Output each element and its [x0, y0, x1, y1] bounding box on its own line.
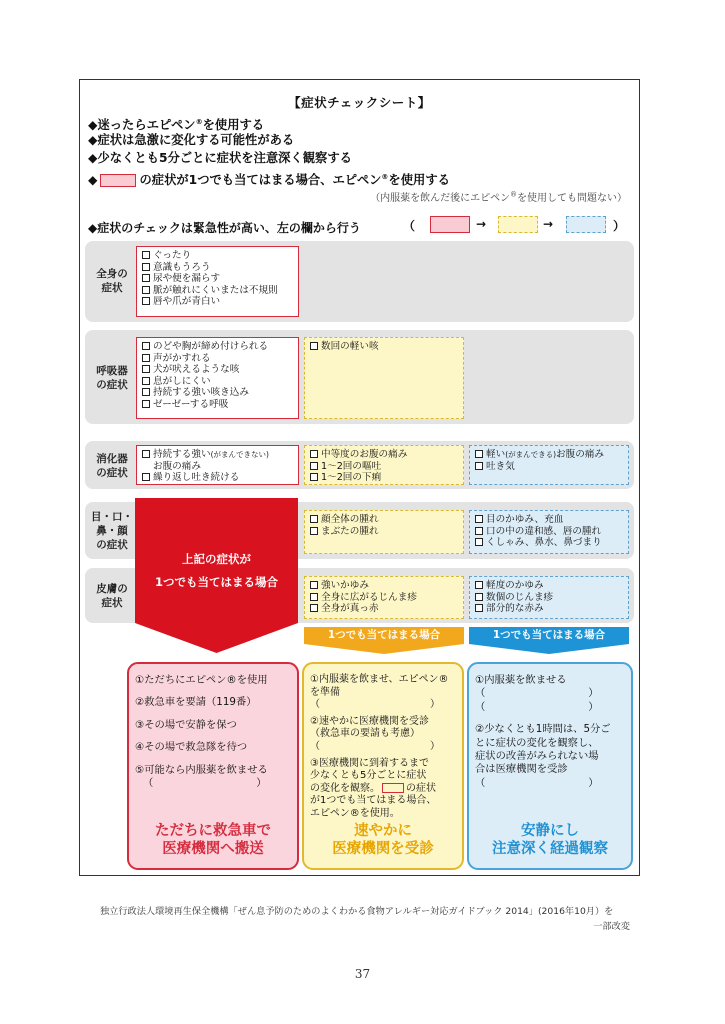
check-order-text: ◆症状のチェックは緊急性が高い、左の欄から行う: [88, 221, 361, 235]
red-symptom-inline-line: の変化を観察。 の症状: [310, 782, 436, 794]
page-number: 37: [354, 967, 371, 981]
checkbox-icon: [142, 388, 150, 396]
checkbox-item[interactable]: 数個のじんま疹: [475, 592, 624, 604]
checkbox-icon: [142, 400, 150, 408]
red-arrow-text-1: 上記の症状が: [182, 552, 251, 566]
source-credit: 独立行政法人環境再生保全機構「ぜん息予防のためのよくわかる食物アレルギー対応ガイドブック 2014」(2016年10月）を: [100, 906, 614, 917]
note-oral-medicine: （内服薬を飲んだ後にエピペン®を使用しても問題ない）: [370, 190, 627, 204]
checkbox-item[interactable]: 意識もうろう: [142, 262, 294, 274]
checkbox-icon: [142, 251, 150, 259]
checkbox-item[interactable]: 部分的な赤み: [475, 603, 624, 615]
checkbox-icon: [310, 581, 318, 589]
bullet-observe-5min: ◆少なくとも5分ごとに症状を注意深く観察する: [88, 151, 352, 165]
yellow-box-face: [304, 510, 464, 554]
blue-arrow-label: 1つでも当てはまる場合: [492, 629, 606, 641]
bullet-rapid-change: ◆症状は急激に変化する可能性がある: [88, 133, 295, 147]
checkbox-item[interactable]: 持続する強い(がまんできない): [142, 449, 294, 461]
legend-blue-swatch: [566, 216, 606, 233]
checkbox-item[interactable]: のどや胸が締め付けられる: [142, 341, 294, 353]
checkbox-icon: [310, 527, 318, 535]
checkbox-icon: [142, 473, 150, 481]
checkbox-item[interactable]: 声がかすれる: [142, 353, 294, 365]
checkbox-icon: [142, 297, 150, 305]
checkbox-icon: [475, 538, 483, 546]
action-box-yellow: ①内服薬を飲ませ、エピペン® を準備 （ ） ②速やかに医療機関を受診 （救急車の要請も考慮） （ ） ③医療機関に到着するまで 少なくとも5分ごとに症状 の変化を観察。 の症状 が1つでも当てはまる場合、 エピペン®を使用。 速やかに 医療機関を受診: [302, 662, 464, 870]
checkbox-item[interactable]: 息がしにくい: [142, 376, 294, 388]
checkbox-item[interactable]: 中等度のお腹の痛み: [310, 449, 459, 461]
legend-close-paren: ）: [613, 219, 626, 233]
action-box-red: ①ただちにエピペン®を使用 ②救急車を要請（119番） ③その場で安静を保つ ④その場で救急隊を待つ ⑤可能なら内服薬を飲ませる （ ） ただちに救急車で 医療機関へ搬送: [127, 662, 299, 870]
checkbox-item[interactable]: 強いかゆみ: [310, 580, 459, 592]
legend-yellow-swatch: [498, 216, 538, 233]
checkbox-icon: [475, 527, 483, 535]
checkbox-item[interactable]: 全身に広がるじんま疹: [310, 592, 459, 604]
checkbox-item[interactable]: 唇や爪が青白い: [142, 296, 294, 308]
checkbox-icon: [310, 515, 318, 523]
row-label-face: 目・口・ 鼻・顔 の症状: [91, 511, 133, 551]
row-label-respiratory: 呼吸器 の症状: [96, 365, 128, 391]
red-swatch: [100, 174, 136, 187]
checkbox-icon: [475, 450, 483, 458]
checkbox-item[interactable]: 口の中の違和感、唇の腫れ: [475, 526, 624, 538]
checkbox-icon: [310, 473, 318, 481]
checkbox-icon: [310, 462, 318, 470]
checkbox-icon: [142, 286, 150, 294]
legend-arrow-1: →: [476, 217, 487, 231]
checkbox-item[interactable]: 数回の軽い咳: [310, 341, 459, 353]
checkbox-item[interactable]: 繰り返し吐き続ける: [142, 472, 294, 484]
checkbox-item[interactable]: 軽度のかゆみ: [475, 580, 624, 592]
checkbox-icon: [142, 365, 150, 373]
checkbox-item[interactable]: くしゃみ、鼻水、鼻づまり: [475, 537, 624, 549]
bullet-red-symptoms-epipen: ◆ の症状が1つでも当てはまる場合、エピペン®を使用する: [88, 173, 450, 188]
row-label-whole-body: 全身の 症状: [96, 268, 128, 294]
checkbox-icon: [310, 593, 318, 601]
symptom-check-sheet: [79, 79, 640, 876]
checkbox-icon: [310, 450, 318, 458]
action-box-blue: ①内服薬を飲ませる （ ） （ ） ②少なくとも1時間は、5分ご とに症状の変化を観察し、 症状の改善がみられない場 合は医療機関を受診 （ ） 安静にし 注意深く経過観察: [467, 662, 633, 870]
red-box-digestive: 持続する強い(がまんできない) お腹の痛み 繰り返し吐き続ける: [136, 445, 299, 485]
checkbox-item[interactable]: 尿や便を漏らす: [142, 273, 294, 285]
checkbox-item[interactable]: ゼーゼーする呼吸: [142, 399, 294, 411]
yellow-arrow-label: 1つでも当てはまる場合: [327, 629, 441, 641]
sheet-title: 【症状チェックシート】: [288, 95, 431, 110]
bullet-epipen-when-unsure: ◆迷ったらエピペン®を使用する: [88, 118, 265, 133]
blue-box-face: [469, 510, 629, 554]
row-label-skin: 皮膚の 症状: [96, 583, 128, 609]
checkbox-icon: [475, 604, 483, 612]
checkbox-icon: [142, 450, 150, 458]
checkbox-item[interactable]: 犬が吠えるような咳: [142, 364, 294, 376]
checkbox-icon: [310, 342, 318, 350]
checkbox-item[interactable]: 顔全体の腫れ: [310, 514, 459, 526]
checkbox-icon: [475, 462, 483, 470]
yellow-box-skin: [304, 576, 464, 619]
blue-box-digestive: [469, 445, 629, 485]
action-yellow-footer: 速やかに 医療機関を受診: [332, 823, 434, 857]
checkbox-icon: [310, 604, 318, 612]
blue-box-skin: [469, 576, 629, 619]
row-label-digestive: 消化器 の症状: [96, 453, 128, 479]
action-blue-footer: 安静にし 注意深く経過観察: [492, 823, 608, 857]
checkbox-item[interactable]: 軽い(がまんできる)お腹の痛み: [475, 449, 624, 461]
checkbox-item[interactable]: 吐き気: [475, 461, 624, 473]
checkbox-icon: [475, 593, 483, 601]
checkbox-icon: [142, 377, 150, 385]
checkbox-item[interactable]: ぐったり: [142, 250, 294, 262]
legend-red-swatch: [430, 216, 470, 233]
legend-open-paren: （: [403, 219, 416, 233]
yellow-box-digestive: [304, 445, 464, 485]
checkbox-icon: [142, 354, 150, 362]
red-box-whole-body: [136, 246, 299, 317]
checkbox-item[interactable]: 1〜2回の嘔吐: [310, 461, 459, 473]
source-credit-suffix: 一部改変: [593, 921, 630, 932]
checkbox-icon: [142, 342, 150, 350]
red-arrow-text-2: 1つでも当てはまる場合: [154, 575, 278, 589]
checkbox-icon: [142, 274, 150, 282]
checkbox-item[interactable]: まぶたの腫れ: [310, 526, 459, 538]
checkbox-icon: [475, 515, 483, 523]
checkbox-icon: [475, 581, 483, 589]
checkbox-item[interactable]: 目のかゆみ、充血: [475, 514, 624, 526]
checkbox-item[interactable]: 持続する強い咳き込み: [142, 387, 294, 399]
checkbox-item[interactable]: 脈が触れにくいまたは不規則: [142, 285, 294, 297]
red-inline-swatch: [382, 783, 404, 793]
red-box-respiratory: [136, 337, 299, 419]
yellow-box-respiratory: [304, 337, 464, 419]
checkbox-icon: [142, 263, 150, 271]
checkbox-item[interactable]: 1〜2回の下痢: [310, 472, 459, 484]
legend-arrow-2: →: [543, 217, 554, 231]
action-red-footer: ただちに救急車で 医療機関へ搬送: [155, 823, 271, 857]
checkbox-item[interactable]: 全身が真っ赤: [310, 603, 459, 615]
